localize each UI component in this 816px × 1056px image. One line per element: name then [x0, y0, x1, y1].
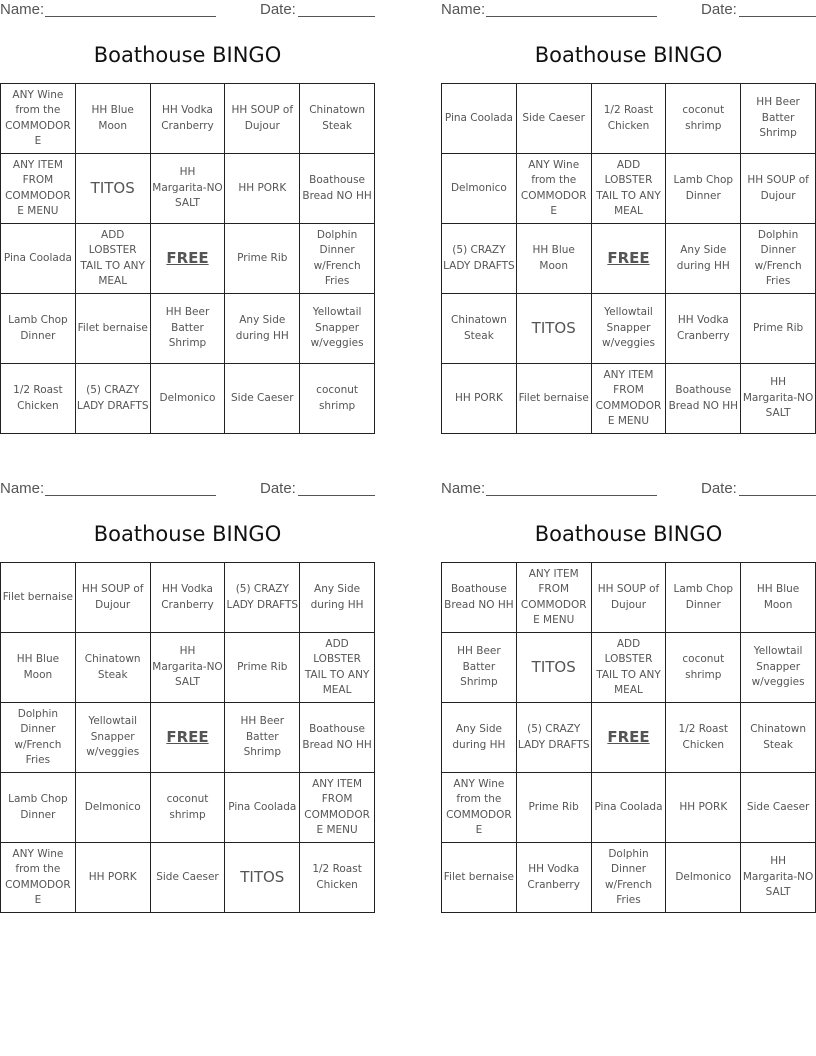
bingo-cell: TITOS — [517, 294, 592, 364]
bingo-grid — [0, 83, 375, 434]
bingo-cell: Lamb Chop Dinner — [666, 563, 741, 633]
bingo-cell: (5) CRAZY LADY DRAFTS — [225, 563, 300, 633]
bingo-cell: Side Caeser — [741, 773, 816, 843]
bingo-cell: ANY ITEM FROM COMMODORE MENU — [517, 563, 592, 633]
bingo-cell: Side Caeser — [517, 84, 592, 154]
bingo-cell: Boathouse Bread NO HH — [666, 364, 741, 434]
bingo-cell: HH Blue Moon — [1, 633, 76, 703]
bingo-cell: 1/2 Roast Chicken — [592, 84, 667, 154]
bingo-cell: Chinatown Steak — [76, 633, 151, 703]
name-blank-line — [45, 16, 216, 17]
bingo-cell: Boathouse Bread NO HH — [300, 703, 375, 773]
name-label: Name: — [441, 1, 486, 18]
bingo-cell: Delmonico — [442, 154, 517, 224]
bingo-cell: ANY Wine from the COMMODORE — [1, 843, 76, 913]
date-blank-line — [298, 16, 375, 17]
bingo-cell: HH Vodka Cranberry — [151, 84, 226, 154]
bingo-cell: Delmonico — [76, 773, 151, 843]
bingo-cell: HH SOUP of Dujour — [741, 154, 816, 224]
free-space-cell: FREE — [592, 703, 667, 773]
bingo-cell: Delmonico — [151, 364, 226, 434]
bingo-cell: Prime Rib — [741, 294, 816, 364]
bingo-card-3 — [0, 479, 376, 906]
bingo-cell: ANY ITEM FROM COMMODORE MENU — [1, 154, 76, 224]
name-blank-line — [486, 16, 657, 17]
card-title: Boathouse BINGO — [534, 522, 723, 546]
bingo-cell: Filet bernaise — [76, 294, 151, 364]
bingo-cell: ADD LOBSTER TAIL TO ANY MEAL — [300, 633, 375, 703]
bingo-cell: (5) CRAZY LADY DRAFTS — [442, 224, 517, 294]
card-title: Boathouse BINGO — [534, 43, 723, 67]
bingo-cell: ANY Wine from the COMMODORE — [442, 773, 517, 843]
bingo-cell: 1/2 Roast Chicken — [300, 843, 375, 913]
bingo-cell: ADD LOBSTER TAIL TO ANY MEAL — [592, 154, 667, 224]
bingo-cell: HH Vodka Cranberry — [666, 294, 741, 364]
bingo-cell: HH Beer Batter Shrimp — [442, 633, 517, 703]
date-blank-line — [739, 16, 816, 17]
free-space-cell: FREE — [592, 224, 667, 294]
bingo-cell: HH Beer Batter Shrimp — [151, 294, 226, 364]
name-date-row — [0, 0, 376, 20]
name-date-row — [0, 479, 376, 499]
date-label: Date: — [701, 480, 737, 497]
bingo-grid — [0, 562, 375, 913]
bingo-cell: ADD LOBSTER TAIL TO ANY MEAL — [76, 224, 151, 294]
name-date-row — [441, 0, 816, 20]
free-space-cell: FREE — [151, 703, 226, 773]
bingo-cell: Dolphin Dinner w/French Fries — [741, 224, 816, 294]
bingo-cell: HH Blue Moon — [517, 224, 592, 294]
bingo-cell: Any Side during HH — [300, 563, 375, 633]
bingo-cell: Pina Coolada — [442, 84, 517, 154]
date-label: Date: — [701, 1, 737, 18]
bingo-cell: Delmonico — [666, 843, 741, 913]
bingo-cell: (5) CRAZY LADY DRAFTS — [76, 364, 151, 434]
bingo-cell: Yellowtail Snapper w/veggies — [300, 294, 375, 364]
date-blank-line — [739, 495, 816, 496]
bingo-cell: HH Vodka Cranberry — [151, 563, 226, 633]
bingo-cell: Chinatown Steak — [300, 84, 375, 154]
bingo-cell: Pina Coolada — [1, 224, 76, 294]
bingo-cell: HH Margarita-NO SALT — [151, 633, 226, 703]
bingo-cell: HH PORK — [666, 773, 741, 843]
bingo-cell: Prime Rib — [517, 773, 592, 843]
bingo-cell: HH SOUP of Dujour — [592, 563, 667, 633]
bingo-cell: (5) CRAZY LADY DRAFTS — [517, 703, 592, 773]
bingo-cell: Filet bernaise — [1, 563, 76, 633]
bingo-cell: Lamb Chop Dinner — [1, 294, 76, 364]
bingo-cell: ANY Wine from the COMMODORE — [517, 154, 592, 224]
bingo-cell: ANY ITEM FROM COMMODORE MENU — [300, 773, 375, 843]
bingo-cell: Any Side during HH — [442, 703, 517, 773]
card-title: Boathouse BINGO — [93, 522, 282, 546]
bingo-cell: Side Caeser — [225, 364, 300, 434]
bingo-cell: HH Blue Moon — [76, 84, 151, 154]
bingo-grid — [441, 562, 816, 913]
bingo-cell: Boathouse Bread NO HH — [442, 563, 517, 633]
bingo-cell: Boathouse Bread NO HH — [300, 154, 375, 224]
bingo-cell: Side Caeser — [151, 843, 226, 913]
bingo-cell: HH Blue Moon — [741, 563, 816, 633]
name-blank-line — [486, 495, 657, 496]
free-space-cell: FREE — [151, 224, 226, 294]
bingo-cell: Chinatown Steak — [442, 294, 517, 364]
bingo-cell: TITOS — [76, 154, 151, 224]
bingo-cell: HH SOUP of Dujour — [225, 84, 300, 154]
bingo-cell: Filet bernaise — [517, 364, 592, 434]
date-label: Date: — [260, 480, 296, 497]
bingo-cell: HH PORK — [225, 154, 300, 224]
bingo-cell: ADD LOBSTER TAIL TO ANY MEAL — [592, 633, 667, 703]
bingo-cell: coconut shrimp — [300, 364, 375, 434]
bingo-cell: HH Beer Batter Shrimp — [741, 84, 816, 154]
bingo-cell: Yellowtail Snapper w/veggies — [76, 703, 151, 773]
bingo-cell: Lamb Chop Dinner — [666, 154, 741, 224]
bingo-cell: Chinatown Steak — [741, 703, 816, 773]
bingo-cell: Yellowtail Snapper w/veggies — [741, 633, 816, 703]
bingo-cell: HH Margarita-NO SALT — [741, 843, 816, 913]
bingo-grid — [441, 83, 816, 434]
date-label: Date: — [260, 1, 296, 18]
bingo-card-1 — [0, 0, 376, 412]
bingo-cell: 1/2 Roast Chicken — [1, 364, 76, 434]
name-date-row — [441, 479, 816, 499]
card-title: Boathouse BINGO — [93, 43, 282, 67]
bingo-cell: Pina Coolada — [592, 773, 667, 843]
name-label: Name: — [441, 480, 486, 497]
bingo-cell: coconut shrimp — [666, 633, 741, 703]
bingo-cell: Lamb Chop Dinner — [1, 773, 76, 843]
bingo-card-2 — [441, 0, 816, 427]
bingo-cell: HH SOUP of Dujour — [76, 563, 151, 633]
bingo-cell: coconut shrimp — [666, 84, 741, 154]
name-blank-line — [45, 495, 216, 496]
bingo-cell: HH PORK — [76, 843, 151, 913]
bingo-cell: TITOS — [517, 633, 592, 703]
bingo-cell: 1/2 Roast Chicken — [666, 703, 741, 773]
bingo-cell: Dolphin Dinner w/French Fries — [1, 703, 76, 773]
bingo-cell: Prime Rib — [225, 224, 300, 294]
bingo-cell: ANY Wine from the COMMODORE — [1, 84, 76, 154]
name-label: Name: — [0, 480, 45, 497]
bingo-cell: Prime Rib — [225, 633, 300, 703]
bingo-cell: HH PORK — [442, 364, 517, 434]
bingo-cell: HH Vodka Cranberry — [517, 843, 592, 913]
bingo-cell: ANY ITEM FROM COMMODORE MENU — [592, 364, 667, 434]
bingo-cell: Yellowtail Snapper w/veggies — [592, 294, 667, 364]
bingo-cell: Any Side during HH — [666, 224, 741, 294]
bingo-cell: Dolphin Dinner w/French Fries — [592, 843, 667, 913]
name-label: Name: — [0, 1, 45, 18]
bingo-cell: Dolphin Dinner w/French Fries — [300, 224, 375, 294]
bingo-cell: Pina Coolada — [225, 773, 300, 843]
bingo-cell: coconut shrimp — [151, 773, 226, 843]
bingo-cell: HH Margarita-NO SALT — [741, 364, 816, 434]
bingo-cell: TITOS — [225, 843, 300, 913]
bingo-cell: HH Margarita-NO SALT — [151, 154, 226, 224]
bingo-card-4 — [441, 479, 816, 906]
bingo-cell: Any Side during HH — [225, 294, 300, 364]
bingo-cell: Filet bernaise — [442, 843, 517, 913]
date-blank-line — [298, 495, 375, 496]
bingo-cell: HH Beer Batter Shrimp — [225, 703, 300, 773]
